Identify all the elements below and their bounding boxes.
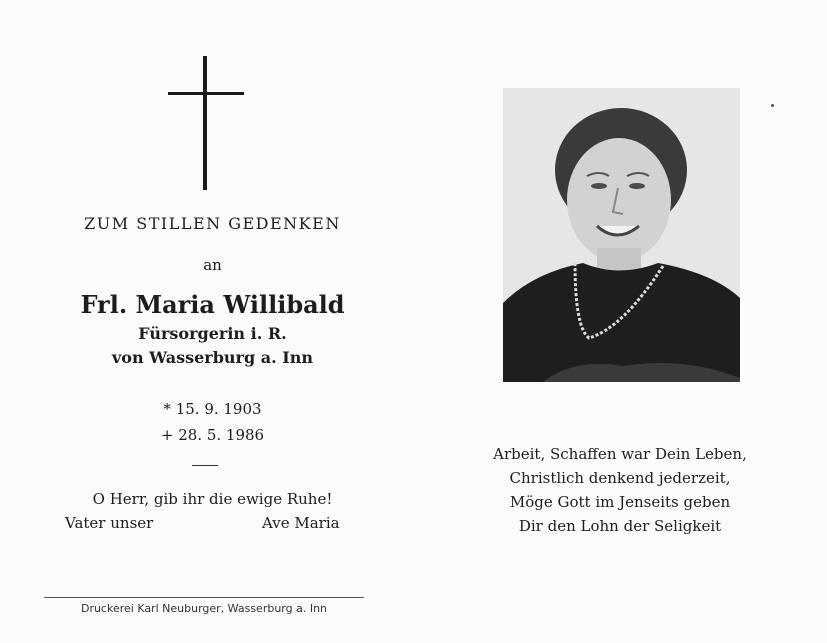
verse-block — [460, 442, 780, 538]
deceased-name: Frl. Maria Willibald — [80, 290, 345, 319]
printer-credit: Druckerei Karl Neuburger, Wasserburg a. Inn — [80, 602, 328, 615]
deceased-role: Fürsorgerin i. R. — [138, 324, 287, 343]
verse-line: Dir den Lohn der Seligkeit — [518, 517, 722, 535]
verse-line: Möge Gott im Jenseits geben — [509, 493, 731, 511]
prayer-text: O Herr, gib ihr die ewige Ruhe! — [92, 490, 333, 508]
footer-rule — [44, 597, 364, 598]
verse-line: Arbeit, Schaffen war Dein Leben, — [493, 445, 747, 463]
heading: ZUM STILLEN GEDENKEN — [84, 214, 341, 233]
birth-date: * 15. 9. 1903 — [163, 400, 262, 418]
print-speck — [771, 104, 774, 107]
death-date: + 28. 5. 1986 — [160, 426, 265, 444]
cross-icon — [168, 56, 244, 190]
verse-line: Christlich denkend jederzeit, — [509, 469, 731, 487]
ave-maria-text: Ave Maria — [262, 514, 340, 532]
portrait-photo — [503, 88, 740, 382]
vater-unser-text: Vater unser — [65, 514, 154, 532]
an-text: an — [203, 256, 222, 274]
deceased-place: von Wasserburg a. Inn — [111, 348, 313, 367]
separator — [192, 465, 218, 466]
